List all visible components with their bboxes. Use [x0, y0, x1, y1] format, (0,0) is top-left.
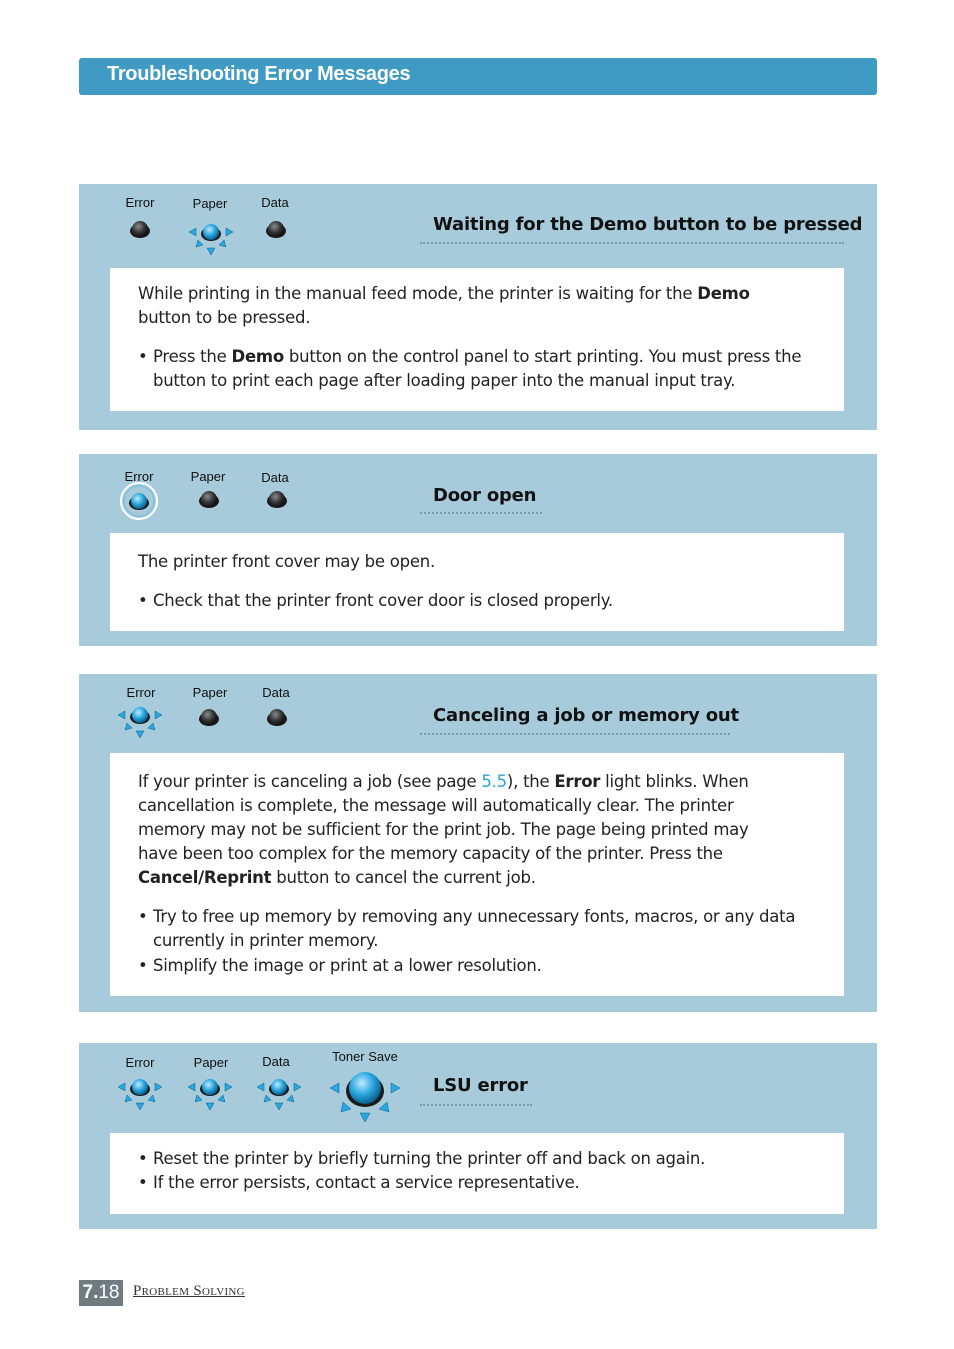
- led-label-paper: Paper: [190, 469, 226, 484]
- section-title: Waiting for the Demo button to be pressed: [433, 214, 863, 235]
- section-demo-waiting: [79, 184, 877, 430]
- bullet-text-1: Press the: [153, 347, 232, 366]
- chapter-name: Problem Solving: [133, 1283, 245, 1299]
- message-box: [110, 753, 844, 996]
- error-led-on-icon: [119, 481, 159, 521]
- page-link[interactable]: 5.5: [481, 772, 507, 791]
- description: [138, 282, 828, 330]
- led-label-toner-save: Toner Save: [332, 1049, 398, 1064]
- description-text-1: While printing in the manual feed mode, the printer is waiting for the: [138, 284, 698, 303]
- demo-keyword: Demo: [231, 347, 284, 366]
- error-led-blinking-icon: [112, 1059, 168, 1115]
- section-title: Door open: [433, 485, 537, 506]
- led-label-data: Data: [261, 195, 289, 210]
- description-line-3: memory may not be sufficient for the print job. The page being printed may: [138, 820, 749, 839]
- title-underline: [420, 512, 542, 514]
- bullet-marker: •: [138, 907, 148, 926]
- section-door-open: [79, 454, 877, 646]
- error-led-off-icon: [125, 214, 155, 244]
- led-label-data: Data: [262, 685, 290, 700]
- chapter-number: 7.: [82, 1282, 99, 1303]
- bullet-text: Reset the printer by briefly turning the printer off and back on again.: [153, 1149, 706, 1168]
- bullet-marker: •: [138, 956, 148, 975]
- paper-led-off-icon: [194, 702, 224, 732]
- led-label-error: Error: [124, 469, 154, 484]
- title-underline: [420, 733, 730, 735]
- section-lsu-error: [79, 1043, 877, 1229]
- bullet-text-3: button to print each page after loading paper into the manual input tray.: [153, 371, 736, 390]
- page-header-bar: [79, 58, 877, 95]
- paper-led-blinking-icon: [183, 204, 239, 260]
- description-text-2: ), the: [506, 772, 555, 791]
- error-led-blinking-icon: [112, 687, 168, 743]
- section-title: LSU error: [433, 1075, 528, 1096]
- bullet-text: Check that the printer front cover door is closed properly.: [153, 591, 613, 610]
- data-led-blinking-icon: [251, 1059, 307, 1115]
- page-title: Troubleshooting Error Messages: [107, 63, 411, 85]
- message-box: [110, 1133, 844, 1214]
- message-box: [110, 268, 844, 411]
- toner-save-led-blinking-icon: [328, 1058, 402, 1124]
- bullet-item: [138, 589, 843, 613]
- led-label-error: Error: [126, 685, 156, 700]
- data-led-off-icon: [261, 214, 291, 244]
- description: The printer front cover may be open.: [138, 552, 435, 571]
- bullet-item: [138, 905, 843, 953]
- bullet-marker: •: [138, 1149, 148, 1168]
- section-title: Canceling a job or memory out: [433, 705, 739, 726]
- led-label-paper: Paper: [193, 1055, 229, 1070]
- bullet-item: [138, 345, 843, 393]
- title-underline: [420, 242, 844, 244]
- bullet-text: If the error persists, contact a service representative.: [153, 1173, 580, 1192]
- demo-keyword: Demo: [697, 284, 750, 303]
- bullet-marker: •: [138, 347, 148, 366]
- bullet-text-1: Try to free up memory by removing any unnecessary fonts, macros, or any data: [153, 907, 796, 926]
- error-keyword: Error: [554, 772, 601, 791]
- page-number: [79, 1280, 123, 1306]
- bullet-text-2: button on the control panel to start printing. You must press the: [283, 347, 802, 366]
- bullet-marker: •: [138, 1173, 148, 1192]
- data-led-off-icon: [262, 702, 292, 732]
- title-underline: [420, 1104, 532, 1106]
- description-line-2: cancellation is complete, the message will automatically clear. The printer: [138, 796, 734, 815]
- led-label-error: Error: [125, 1055, 155, 1070]
- description-text-1: If your printer is canceling a job (see page: [138, 772, 482, 791]
- cancel-reprint-keyword: Cancel/Reprint: [138, 868, 272, 887]
- led-label-data: Data: [262, 1054, 290, 1069]
- section-canceling-job: [79, 674, 877, 1012]
- bullet-text: Simplify the image or print at a lower resolution.: [153, 956, 542, 975]
- bullet-marker: •: [138, 591, 148, 610]
- led-label-paper: Paper: [192, 196, 228, 211]
- page-number-value: 18: [98, 1282, 120, 1303]
- bullet-item: [138, 1147, 843, 1171]
- message-box: [110, 533, 844, 631]
- led-label-data: Data: [261, 470, 289, 485]
- description-text-4: button to cancel the current job.: [271, 868, 536, 887]
- description-text-3: light blinks. When: [600, 772, 749, 791]
- description-line-4: have been too complex for the memory capacity of the printer. Press the: [138, 844, 723, 863]
- bullet-item: [138, 954, 843, 978]
- description-text-2: button to be pressed.: [138, 308, 311, 327]
- paper-led-blinking-icon: [182, 1059, 238, 1115]
- bullet-item: [138, 1171, 843, 1195]
- led-label-error: Error: [125, 195, 155, 210]
- data-led-off-icon: [262, 484, 292, 514]
- bullet-text-2: currently in printer memory.: [153, 931, 379, 950]
- led-label-paper: Paper: [192, 685, 228, 700]
- paper-led-off-icon: [194, 484, 224, 514]
- description: [138, 770, 828, 890]
